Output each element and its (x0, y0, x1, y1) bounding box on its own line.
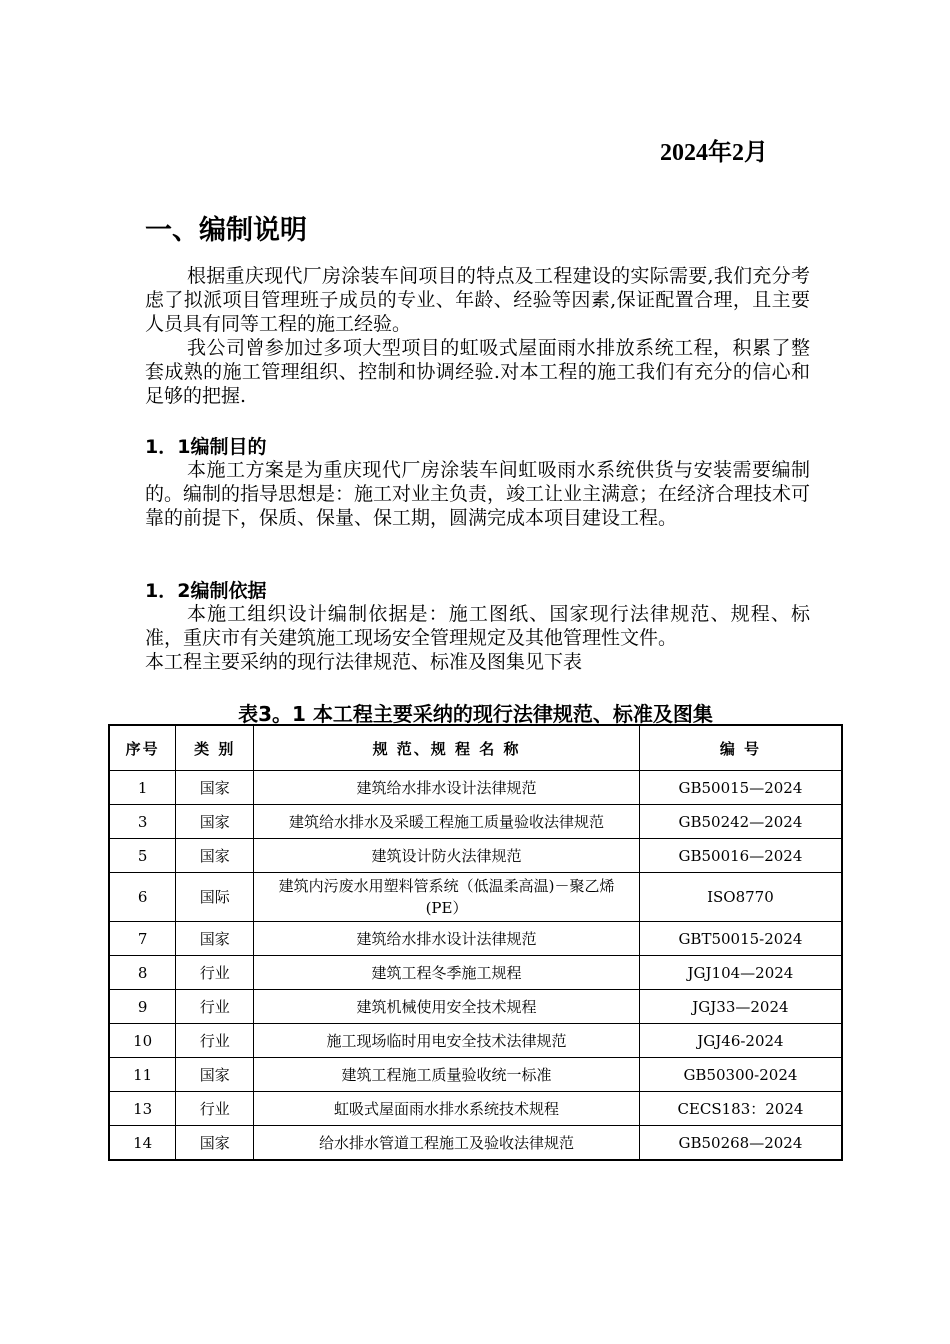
table-row (109, 873, 842, 922)
cell-name: 虹吸式屋面雨水排水系统技术规程 (254, 1092, 640, 1126)
table-header-row (109, 725, 842, 771)
header-category: 类 别 (176, 725, 254, 771)
cell-category: 国家 (176, 922, 254, 956)
cell-code: JGJ46-2024 (639, 1024, 842, 1058)
cell-index: 6 (109, 873, 176, 922)
cell-code: GBT50015-2024 (639, 922, 842, 956)
cell-name: 建筑给水排水设计法律规范 (254, 771, 640, 805)
cell-name: 建筑给水排水设计法律规范 (254, 922, 640, 956)
cell-index: 7 (109, 922, 176, 956)
cell-category: 行业 (176, 956, 254, 990)
cell-index: 8 (109, 956, 176, 990)
cell-code: GB50300-2024 (639, 1058, 842, 1092)
cell-name: 建筑工程施工质量验收统一标准 (254, 1058, 640, 1092)
cell-code: JGJ33—2024 (639, 990, 842, 1024)
section-1-paragraph-1: 根据重庆现代厂房涂装车间项目的特点及工程建设的实际需要,我们充分考虑了拟派项目管理班子成员的专业、年龄、经验等因素,保证配置合理，且主要人员具有同等工程的施工经验。 (145, 265, 810, 335)
cell-category: 国际 (176, 873, 254, 922)
header-index: 序号 (109, 725, 176, 771)
cell-index: 13 (109, 1092, 176, 1126)
cell-code: GB50016—2024 (639, 839, 842, 873)
cell-name: 建筑给水排水及采暖工程施工质量验收法律规范 (254, 805, 640, 839)
table-row (109, 1058, 842, 1092)
cell-category: 国家 (176, 1058, 254, 1092)
cell-name: 给水排水管道工程施工及验收法律规范 (254, 1126, 640, 1161)
cell-code: GB50015—2024 (639, 771, 842, 805)
cell-category: 行业 (176, 990, 254, 1024)
section-1-2-paragraph: 本施工组织设计编制依据是：施工图纸、国家现行法律规范、规程、标准，重庆市有关建筑施工现场安全管理规定及其他管理性文件。 (145, 603, 810, 649)
section-1-1-paragraph: 本施工方案是为重庆现代厂房涂装车间虹吸雨水系统供货与安装需要编制的。编制的指导思想是：施工对业主负责，竣工让业主满意；在经济合理技术可靠的前提下，保质、保量、保工期，圆满完成本项目建设工程。 (145, 459, 811, 529)
cell-category: 行业 (176, 1092, 254, 1126)
table-row (109, 1126, 842, 1161)
section-1-1-body (145, 458, 810, 530)
table-row (109, 839, 842, 873)
table-row (109, 956, 842, 990)
section-title-1-2: 1．2编制依据 (145, 580, 267, 602)
cell-category: 行业 (176, 1024, 254, 1058)
cell-code: GB50268—2024 (639, 1126, 842, 1161)
cell-name: 建筑机械使用安全技术规程 (254, 990, 640, 1024)
cell-code: CECS183：2024 (639, 1092, 842, 1126)
cell-name: 建筑内污废水用塑料管系统（低温柔高温)－聚乙烯(PE） (254, 873, 640, 922)
table-row (109, 1092, 842, 1126)
section-1-body (145, 264, 810, 408)
cell-index: 5 (109, 839, 176, 873)
cell-index: 3 (109, 805, 176, 839)
table-row (109, 990, 842, 1024)
table-row (109, 922, 842, 956)
cell-index: 10 (109, 1024, 176, 1058)
table-row (109, 771, 842, 805)
cell-name: 施工现场临时用电安全技术法律规范 (254, 1024, 640, 1058)
section-1-paragraph-2: 我公司曾参加过多项大型项目的虹吸式屋面雨水排放系统工程，积累了整套成熟的施工管理组织、控制和协调经验.对本工程的施工我们有充分的信心和足够的把握. (145, 337, 810, 407)
cell-category: 国家 (176, 805, 254, 839)
section-title-1-1: 1．1编制目的 (145, 436, 267, 458)
cell-code: GB50242—2024 (639, 805, 842, 839)
cell-category: 国家 (176, 839, 254, 873)
header-name: 规 范、规 程 名 称 (254, 725, 640, 771)
header-code: 编 号 (639, 725, 842, 771)
table-caption: 表3。1 本工程主要采纳的现行法律规范、标准及图集 (238, 702, 713, 726)
section-1-2-note: 本工程主要采纳的现行法律规范、标准及图集见下表 (145, 651, 583, 673)
cell-category: 国家 (176, 771, 254, 805)
cell-index: 11 (109, 1058, 176, 1092)
cell-category: 国家 (176, 1126, 254, 1161)
cell-index: 14 (109, 1126, 176, 1161)
cell-name: 建筑设计防火法律规范 (254, 839, 640, 873)
table-row (109, 805, 842, 839)
cell-index: 1 (109, 771, 176, 805)
cell-code: ISO8770 (639, 873, 842, 922)
section-1-2-body (145, 602, 810, 674)
cell-index: 9 (109, 990, 176, 1024)
document-date: 2024年2月 (660, 140, 768, 166)
section-title-1: 一、编制说明 (145, 215, 307, 246)
table-row (109, 1024, 842, 1058)
cell-name: 建筑工程冬季施工规程 (254, 956, 640, 990)
cell-code: JGJ104—2024 (639, 956, 842, 990)
standards-table (108, 724, 843, 1161)
